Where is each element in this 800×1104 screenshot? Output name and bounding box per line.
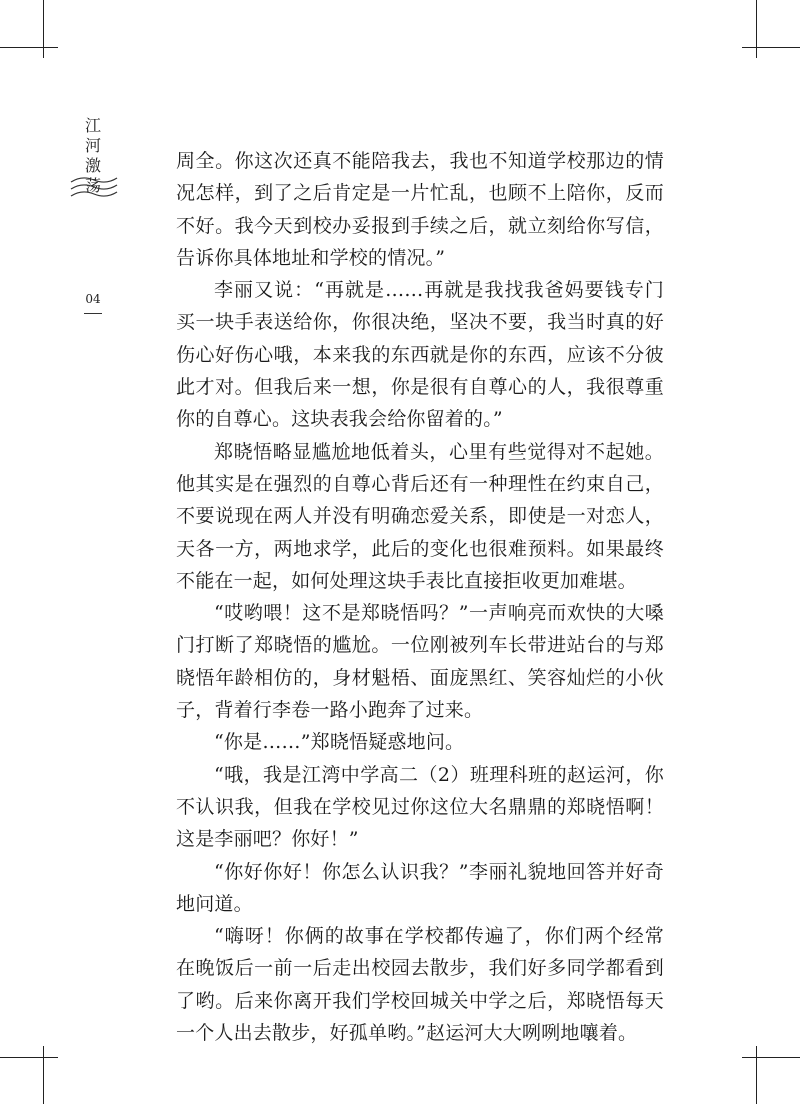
paragraph: “哎哟喂！这不是郑晓悟吗？”一声响亮而欢快的大嗓门打断了郑晓悟的尴尬。一位刚被列车长带进站台的与郑晓悟年龄相仿的，身材魁梧、面庞黑红、笑容灿烂的小伙子，背着行李卷一路小跑奔了过来。 [176,602,664,722]
page-number-rule [84,313,102,314]
crop-mark-top-right-v [756,0,757,58]
paragraph: 李丽又说：“再就是……再就是我找我爸妈要钱专门买一块手表送给你，你很决绝，坚决不要，我当时真的好伤心好伤心哦，本来我的东西就是你的东西，应该不分彼此才对。但我后来一想，你是很有自尊心的人，我很尊重你的自尊心。这块表我会给你留着的。” [176,279,664,431]
paragraph-continued: 周全。你这次还真不能陪我去，我也不知道学校那边的情况怎样，到了之后肯定是一片忙乱，也顾不上陪你，反而不好。我今天到校办妥报到手续之后，就立刻给你写信，告诉你具体地址和学校的情况。” [176,150,664,269]
paragraph: “你是……”郑晓悟疑惑地问。 [214,731,465,754]
crop-mark-top-right-h [742,47,800,48]
crop-mark-bottom-right-v [756,1046,757,1104]
crop-mark-top-left-h [0,47,58,48]
book-title-char: 荡 [84,176,101,195]
book-title-char: 河 [84,136,101,155]
book-title-char: 激 [84,156,101,175]
paragraph: “你好你好！你怎么认识我？”李丽礼貌地回答并好奇地问道。 [176,860,664,915]
wave-ornament-icon [70,172,118,202]
paragraph: 郑晓悟略显尴尬地低着头，心里有些觉得对不起她。他其实是在强烈的自尊心背后还有一种理性在约束自己，不要说现在两人并没有明确恋爱关系，即使是一对恋人，天各一方，两地求学，此后的变化也很难预料。如果最终不能在一起，如何处理这块手表比直接拒收更加难堪。 [176,440,664,592]
page-number: 04 [85,292,101,306]
crop-mark-bottom-left-v [43,1046,44,1104]
crop-mark-bottom-left-h [0,1057,58,1058]
body-text [176,145,664,1049]
book-title-char: 江 [84,116,101,135]
crop-mark-bottom-right-h [742,1057,800,1058]
crop-mark-top-left-v [43,0,44,58]
paragraph: “嗨呀！你俩的故事在学校都传遍了，你们两个经常在晚饭后一前一后走出校园去散步，我们好多同学都看到了哟。后来你离开我们学校回城关中学之后，郑晓悟每天一个人出去散步，好孤单哟。”赵运河大大咧咧地嚷着。 [176,925,664,1045]
paragraph: “哦，我是江湾中学高二（2）班理科班的赵运河，你不认识我，但我在学校见过你这位大名鼎鼎的郑晓悟啊！这是李丽吧？你好！” [176,763,664,851]
